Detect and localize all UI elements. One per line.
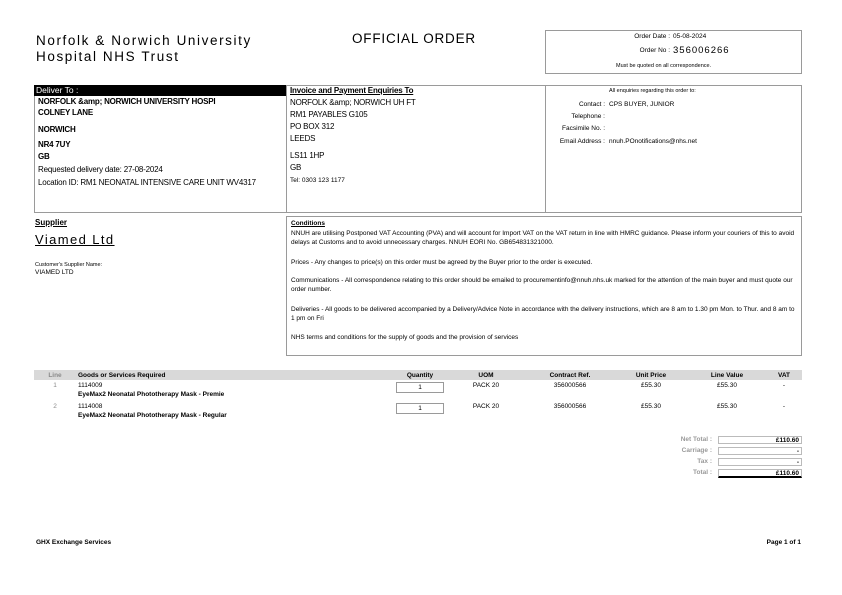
vat: - (782, 382, 786, 389)
column-header: VAT (766, 370, 802, 380)
contact-label: Contact : (578, 101, 605, 108)
unit-price: £55.30 (641, 403, 661, 410)
invoice-line: NORFOLK &amp; NORWICH UH FT (290, 98, 416, 107)
enquiries-heading: All enquiries regarding this order to: (609, 88, 696, 94)
supplier-name: Viamed Ltd (35, 232, 115, 247)
column-header: UOM (446, 370, 526, 380)
divider (286, 85, 287, 213)
invoice-line: GB (290, 163, 302, 172)
telephone-label: Telephone : (571, 113, 605, 120)
invoice-line: LS11 1HP (290, 151, 325, 160)
order-no-label: Order No : (639, 47, 670, 54)
table-row (34, 380, 802, 398)
requested-delivery-date: Requested delivery date: 27-08-2024 (38, 165, 163, 174)
supplier-heading: Supplier (35, 218, 68, 227)
email-value[interactable]: nnuh.POnotifications@nhs.net (609, 138, 697, 145)
conditions-paragraph: NHS terms and conditions for the supply of goods and the provision of services (291, 334, 519, 341)
contact-value: CPS BUYER, JUNIOR (609, 101, 675, 108)
deliver-to-heading: Deliver To : (34, 85, 286, 96)
contract-ref: 356000566 (553, 403, 587, 410)
conditions-heading: Conditions (291, 220, 325, 227)
table-row (34, 398, 802, 419)
quantity: 1 (396, 403, 444, 414)
column-header: Contract Ref. (526, 370, 614, 380)
quote-note: Must be quoted on all correspondence. (616, 63, 712, 69)
carriage-label: Carriage : (681, 447, 712, 454)
item-code: 1114009 (78, 382, 103, 389)
total-label: Total : (692, 469, 712, 476)
document-title: OFFICIAL ORDER (352, 31, 476, 46)
line-number: 2 (53, 403, 57, 410)
org-name-line2: Hospital NHS Trust (36, 49, 180, 64)
footer-service: GHX Exchange Services (36, 539, 112, 546)
order-info-box (545, 30, 802, 74)
item-description-cell (76, 398, 394, 419)
item-description: EyeMax2 Neonatal Phototherapy Mask - Regular (78, 412, 227, 419)
invoice-line: LEEDS (290, 134, 316, 143)
table-header-row (34, 370, 802, 380)
contract-ref: 356000566 (553, 382, 587, 389)
net-total: £110.60 (718, 436, 802, 444)
deliver-line: NR4 7UY (38, 140, 71, 149)
conditions-paragraph: NNUH are utilising Postponed VAT Accounting (PVA) and will account for Import VAT on the VAT return in line with HMRC guidance. Please inform your couriers of this to avoid delays at Customs and to avoid unnecessary charges. NNUH EORI No. GB654831321000. (291, 230, 795, 246)
customers-supplier-name-label: Customer's Supplier Name: (35, 262, 103, 268)
tax-value: - (718, 458, 802, 466)
page-number: Page 1 of 1 (766, 539, 801, 546)
uom: PACK 20 (472, 382, 500, 389)
deliver-line: GB (38, 152, 50, 161)
order-date-label: Order Date : (634, 33, 670, 40)
item-description: EyeMax2 Neonatal Phototherapy Mask - Premie (78, 391, 225, 398)
net-total-label: Net Total : (680, 436, 712, 443)
conditions-paragraph: Prices - Any changes to price(s) on this order must be agreed by the Buyer prior to the order is executed. (291, 259, 593, 266)
deliver-line: NORWICH (38, 125, 76, 134)
deliver-line: COLNEY LANE (38, 108, 93, 117)
item-code: 1114008 (78, 403, 103, 410)
order-number: 356006266 (673, 45, 730, 56)
quantity-cell (394, 380, 446, 398)
vat: - (782, 403, 786, 410)
conditions-paragraph: Communications - All correspondence relating to this order should be emailed to procurementinfo@nnuh.nhs.uk marked for the attention of the main buyer and must quote our order number. (291, 277, 793, 293)
fax-label: Facsimile No. : (562, 125, 605, 132)
item-description-cell (76, 380, 394, 398)
conditions-paragraph: Deliveries - All goods to be delivered accompanied by a Delivery/Advice Note in accordance with the delivery instructions, which are 8 am to 1.30 pm Mon. to Thur. and 8 am to 1 pm on Fri (291, 306, 795, 322)
location-id: Location ID: RM1 NEONATAL INTENSIVE CARE UNIT WV4317 (38, 178, 256, 187)
divider (545, 85, 546, 213)
carriage-value: - (718, 447, 802, 455)
org-name-line1: Norfolk & Norwich University (36, 33, 252, 48)
items-table (34, 370, 802, 419)
uom: PACK 20 (472, 403, 500, 410)
column-header: Quantity (394, 370, 446, 380)
column-header: Goods or Services Required (76, 370, 394, 380)
unit-price: £55.30 (641, 382, 661, 389)
column-header: Line (34, 370, 76, 380)
invoice-line: RM1 PAYABLES G105 (290, 110, 368, 119)
quantity: 1 (396, 382, 444, 393)
line-number: 1 (53, 382, 57, 389)
customers-supplier-name: VIAMED LTD (35, 269, 74, 276)
invoice-line: PO BOX 312 (290, 122, 335, 131)
tax-label: Tax : (697, 458, 712, 465)
line-value: £55.30 (717, 403, 737, 410)
order-date: 05-08-2024 (673, 33, 707, 40)
line-value: £55.30 (717, 382, 737, 389)
quantity-cell (394, 398, 446, 419)
email-label: Email Address : (559, 138, 605, 145)
column-header: Line Value (688, 370, 766, 380)
invoice-heading: Invoice and Payment Enquiries To (290, 86, 414, 95)
conditions-box (286, 216, 802, 356)
column-header: Unit Price (614, 370, 688, 380)
invoice-tel: Tel: 0303 123 1177 (290, 177, 345, 184)
deliver-line: NORFOLK &amp; NORWICH UNIVERSITY HOSPI (38, 97, 216, 106)
grand-total: £110.60 (718, 469, 802, 478)
